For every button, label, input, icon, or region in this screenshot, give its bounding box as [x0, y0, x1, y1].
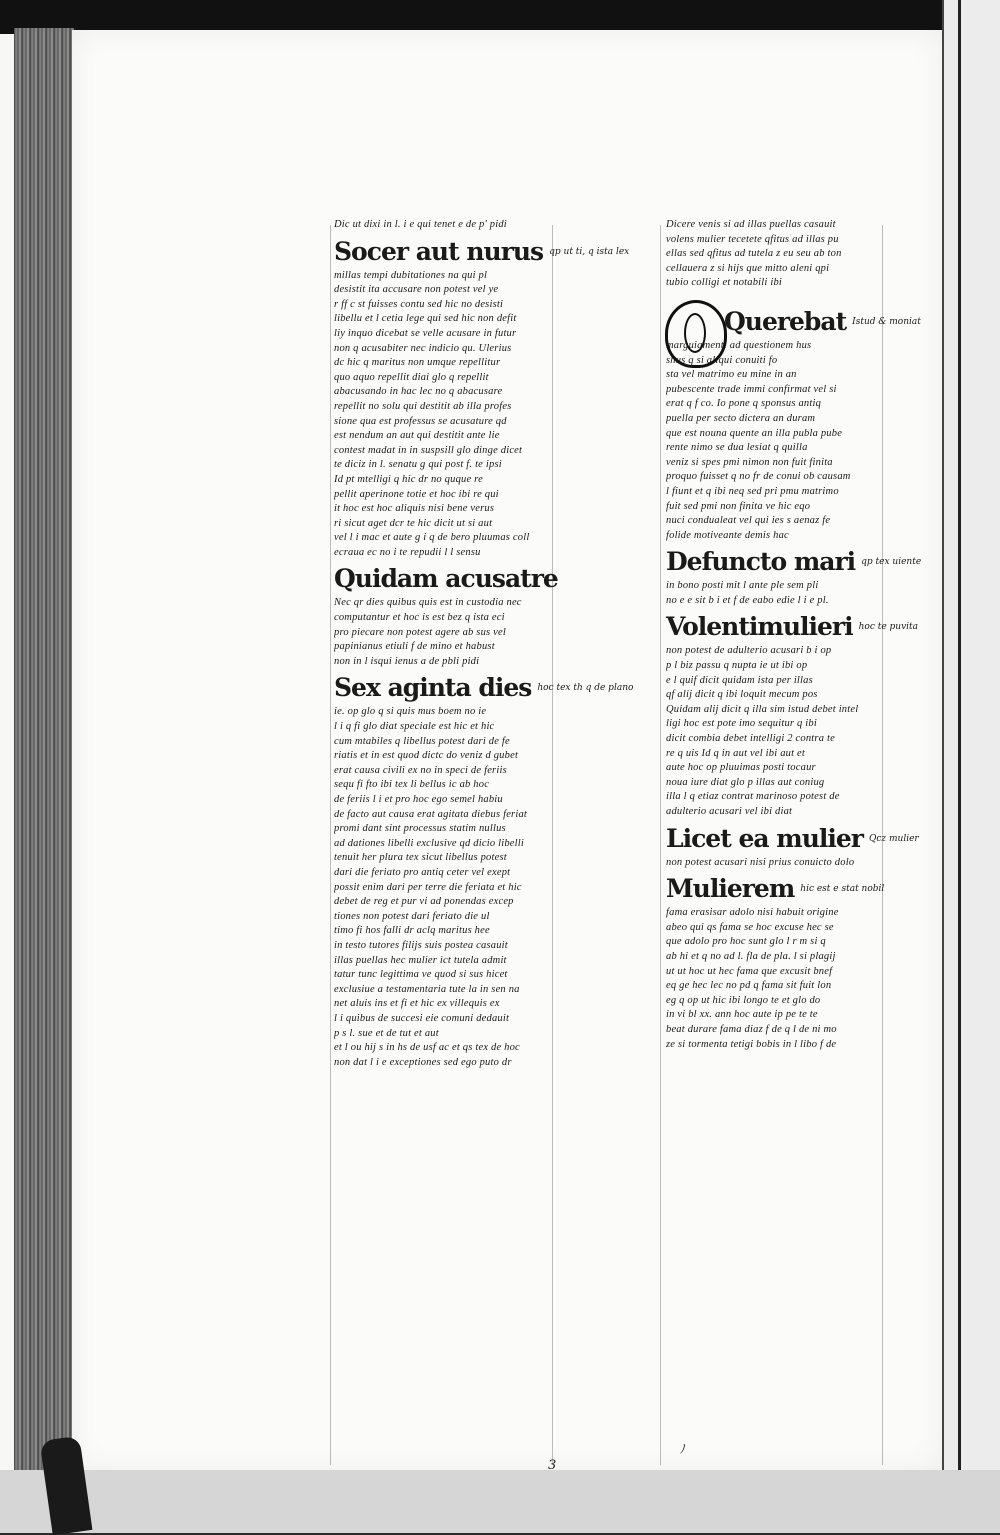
- section-heading: [666, 547, 922, 577]
- heading-gloss: hic est e stat nobil: [800, 884, 885, 895]
- text-line: re q uis Id q in aut vel ibi aut et: [666, 747, 806, 759]
- section-heading: [334, 673, 634, 703]
- text-line: non dat l i e exceptiones sed ego puto dr: [334, 1056, 512, 1068]
- text-line: puella per secto dictera an duram: [666, 412, 816, 424]
- text-line: pubescente trade immi confirmat vel si: [666, 383, 837, 395]
- catchword-mark: ﾉ: [680, 1442, 687, 1456]
- heading-text: Quidam acusatre: [334, 564, 558, 594]
- text-line: de feriis l i et pro hoc ego semel habiu: [334, 794, 503, 805]
- text-line: qf alij dicit q ibi loquit mecum pos: [666, 689, 818, 701]
- scan-bottom-border: [0, 1470, 1000, 1533]
- text-line: debet de reg et pur vi ad ponendas excep: [334, 896, 514, 908]
- facing-page-edge: [942, 0, 1000, 1533]
- text-line: shus q si aliqui conuiti fo: [666, 354, 778, 366]
- top-line: Dic ut dixi in l. i e qui tenet e de p' pidi: [334, 219, 507, 230]
- text-line: de facto aut causa erat agitata diebus feriat: [334, 808, 528, 820]
- text-line: fuit sed pmi non finita ve hic eqo: [666, 500, 811, 512]
- text-line: fama erasisar adolo nisi habuit origine: [666, 907, 839, 919]
- text-line: rente nimo se dua lesiat q quilla: [666, 442, 808, 454]
- heading-text: Socer aut nurus: [334, 236, 544, 266]
- text-line: veniz si spes pmi nimon non fuit finita: [666, 456, 833, 468]
- left-text-column: [334, 218, 634, 1070]
- text-line: tubio colligi et notabili ibi: [666, 277, 783, 289]
- section-heading: [334, 236, 630, 267]
- text-line: it hoc est hoc aliquis nisi bene verus: [334, 503, 495, 515]
- heading-gloss: Qcz mulier: [868, 833, 919, 844]
- text-line: promi dant sint processus statim nullus: [334, 823, 506, 835]
- text-line: ab hi et q no ad l. fla de pla. l si plagij: [666, 950, 836, 962]
- text-line: ellas sed qfitus ad tutela z eu seu ab ton: [666, 248, 842, 260]
- text-line: tiones non potest dari feriato die ul: [334, 910, 490, 922]
- text-line: tenuit her plura tex sicut libellus potest: [334, 852, 507, 864]
- text-line: e l quif dicit quidam ista per illas: [666, 674, 813, 686]
- text-line: liy inquo dicebat se velle acusare in futur: [334, 327, 517, 339]
- text-line: te diciz in l. senatu g qui post f. te ipsi: [334, 459, 502, 471]
- text-line: papinianus etiuli f de mino et habust: [334, 641, 495, 653]
- text-line: p s l. sue et de tut et aut: [334, 1027, 439, 1039]
- text-line: in testo tutores filijs suis postea casauit: [334, 939, 508, 951]
- text-line: marguiamenti ad questionem hus: [666, 339, 812, 351]
- heading-gloss: qp tex uiente: [861, 557, 922, 568]
- ruling-line: [552, 225, 553, 1465]
- text-line: in bono posti mit l ante ple sem pli: [666, 580, 819, 592]
- text-line: l i q fi glo diat speciale est hic et hic: [334, 721, 495, 733]
- text-line: non potest acusari nisi prius conuicto dolo: [666, 856, 855, 868]
- text-line: ri sicut aget dcr te hic dicit ut si aut: [334, 517, 493, 529]
- text-line: proquo fuisset q no fr de conui ob causam: [666, 471, 851, 483]
- section-heading: [334, 564, 558, 594]
- text-line: sione qua est professus se acusature qd: [334, 415, 507, 427]
- scan-top-border: [0, 0, 1000, 34]
- text-line: Dicere venis si ad illas puellas casauit: [666, 219, 836, 230]
- text-line: et l ou hij s in hs de usf ac et qs tex de hoc: [334, 1042, 520, 1054]
- text-line: folide motiveante demis hac: [666, 529, 789, 541]
- text-line: ze si tormenta tetigi bobis in l libo f de: [666, 1038, 837, 1050]
- heading-gloss: qp ut ti, q ista lex: [549, 246, 630, 257]
- heading-text: Mulierem: [666, 874, 795, 904]
- text-line: que adolo pro hoc sunt glo l r m si q: [666, 936, 826, 948]
- text-line: dicit combia debet intelligi 2 contra te: [666, 733, 835, 745]
- text-line: tatur tunc legittima ve quod si sus hicet: [334, 969, 508, 981]
- heading-text: Defuncto mari: [666, 547, 856, 577]
- text-line: libellu et l cetia lege qui sed hic non defit: [334, 313, 517, 325]
- text-line: timo fi hos falli dr aclq maritus hee: [334, 925, 490, 937]
- text-line: cellauera z si hijs que mitto aleni qpi: [666, 262, 830, 274]
- text-line: riatis et in est quod dictc do veniz d gubet: [334, 750, 519, 762]
- text-line: in vi bl xx. ann hoc aute ip pe te te: [666, 1009, 818, 1021]
- text-line: illa l q etiaz contrat marinoso potest de: [666, 791, 840, 803]
- text-line: Nec qr dies quibus quis est in custodia nec: [334, 597, 522, 609]
- text-line: aute hoc op pluuimas posti tocaur: [666, 762, 816, 774]
- text-line: erat q f co. Io pone q sponsus antiq: [666, 398, 822, 410]
- text-line: Id pt mtelligi q hic dr no quque re: [334, 473, 483, 485]
- section-heading: [666, 612, 919, 642]
- text-line: l fiunt et q ibi neq sed pri pmu matrimo: [666, 485, 839, 497]
- text-line: computantur et hoc is est bez q ista eci: [334, 612, 505, 624]
- text-line: ecraua ec no i te repudii l l sensu: [334, 546, 481, 558]
- text-line: eq ge hec lec no pd q fama sit fuit lon: [666, 980, 832, 992]
- heading-gloss: Istud & moniat: [852, 316, 921, 327]
- text-line: p l biz passu q nupta ie ut ibi op: [666, 660, 808, 672]
- text-line: possit enim dari per terre die feriata et hic: [334, 881, 522, 893]
- text-line: que est nouna quente an illa publa pube: [666, 427, 843, 439]
- text-line: Quidam alij dicit q illa sim istud debet intel: [666, 703, 859, 715]
- text-line: non q acusabiter nec indicio qu. Ulerius: [334, 342, 512, 354]
- text-line: ad dationes libelli exclusive qd dicio libelli: [334, 837, 524, 849]
- text-line: erat causa civili ex no in speci de feriis: [334, 764, 507, 776]
- text-line: ligi hoc est pote imo sequitur q ibi: [666, 718, 817, 730]
- text-line: vel l i mac et aute g i q de bero pluumas coll: [334, 532, 530, 544]
- text-line: eg q op ut hic ibi longo te et glo do: [666, 994, 821, 1006]
- text-line: non in l isqui ienus a de pbli pidi: [334, 655, 480, 667]
- text-line: repellit no solu qui destitit ab illa profes: [334, 400, 512, 412]
- text-line: pellit aperinone totie et hoc ibi re qui: [334, 488, 499, 500]
- text-line: ie. op glo q si quis mus boem no ie: [334, 706, 487, 718]
- decorated-initial-q: [665, 300, 727, 368]
- text-line: adulterio acusari vel ibi diat: [666, 806, 793, 817]
- text-line: non potest de adulterio acusari b i op: [666, 645, 832, 657]
- section-heading: [666, 874, 885, 904]
- text-line: est nendum an aut qui destitit ante lie: [334, 430, 500, 442]
- text-line: abacusando in hac lec no q abacusare: [334, 386, 503, 398]
- book-spine: [14, 28, 76, 1498]
- text-line: contest madat in in suspsill glo dinge dicet: [334, 444, 523, 456]
- heading-text: Sex aginta dies: [334, 673, 532, 703]
- heading-text: Querebat: [724, 306, 847, 336]
- text-line: nuci condualeat vel qui ies s aenaz fe: [666, 515, 831, 527]
- text-line: cum mtabiles q libellus potest dari de fe: [334, 735, 510, 747]
- heading-gloss: hoc te puvita: [858, 622, 919, 633]
- heading-gloss: hoc tex th q de plano: [537, 683, 634, 694]
- text-line: pro piecare non potest agere ab sus vel: [334, 626, 506, 638]
- ruling-line: [882, 225, 883, 1465]
- text-line: dc hic q maritus non umque repellitur: [334, 357, 501, 369]
- text-line: millas tempi dubitationes na qui pl: [334, 269, 488, 281]
- text-line: abeo qui qs fama se hoc excuse hec se: [666, 921, 834, 933]
- text-line: net aluis ins et fi et hic ex villequis ex: [334, 998, 500, 1010]
- text-line: sequ fi fto ibi tex li bellus ic ab hoc: [334, 779, 490, 791]
- text-line: beat durare fama diaz f de q l de ni mo: [666, 1023, 837, 1035]
- section-heading: [666, 823, 919, 854]
- heading-text: Licet ea mulier: [666, 823, 863, 853]
- text-line: no e e sit b i et f de eabo edie l i e pl.: [666, 594, 829, 606]
- text-line: volens mulier tecetete qfitus ad illas pu: [666, 233, 839, 245]
- text-line: desistit ita accusare non potest vel ye: [334, 284, 499, 296]
- text-line: ut ut hoc ut hec fama que excusit bnef: [666, 965, 833, 977]
- text-line: sta vel matrimo eu mine in an: [666, 369, 797, 381]
- text-line: illas puellas hec mulier ict tutela admit: [334, 954, 507, 966]
- text-line: l i quibus de succesi eie comuni dedauit: [334, 1012, 510, 1024]
- text-line: dari die feriato pro antiq ceter vel exept: [334, 866, 511, 878]
- text-line: r ff c st fuisses contu sed hic no desisti: [334, 298, 504, 310]
- heading-text: Volentimulieri: [666, 612, 853, 642]
- ruling-line: [330, 225, 331, 1465]
- text-line: quo aquo repellit diai glo q repellit: [334, 371, 489, 383]
- text-line: noua iure diat glo p illas aut coniug: [666, 776, 825, 788]
- text-line: exclusiue a testamentaria tute la in sen na: [334, 983, 520, 995]
- folio-mark: 3: [548, 1458, 557, 1473]
- ruling-line: [660, 225, 661, 1465]
